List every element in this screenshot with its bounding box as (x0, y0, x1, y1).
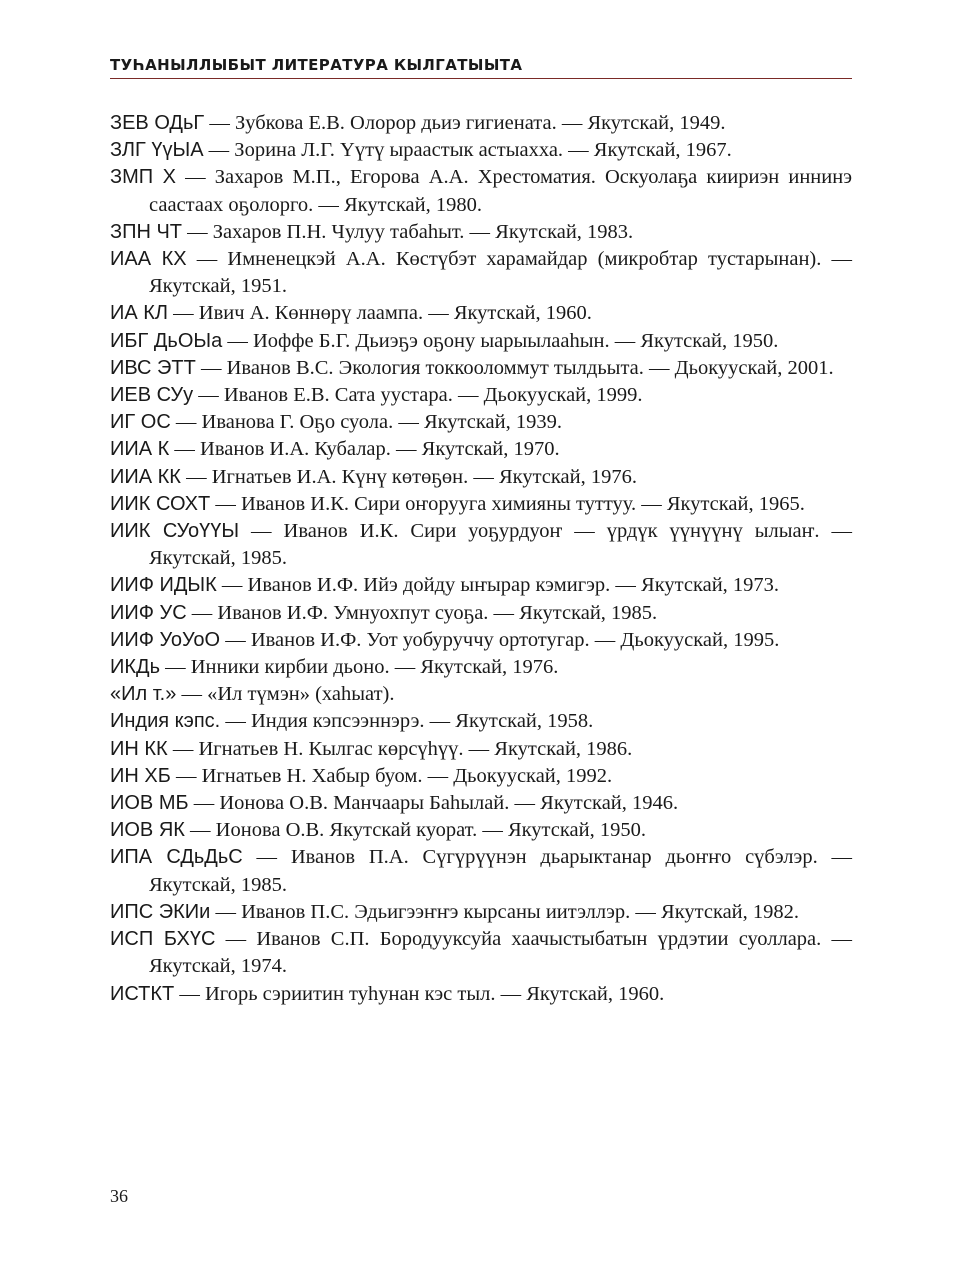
abbreviation-entry (110, 844, 852, 898)
abbreviation-entry (110, 300, 852, 327)
entry-abbreviation: ИГ ОС (110, 411, 171, 434)
entry-description: — Иванов В.С. Экология токкооломмут тылдьыта. — Дьокуускай, 2001. (200, 356, 834, 379)
abbreviation-entry (110, 409, 852, 436)
abbreviation-entry (110, 164, 852, 218)
abbreviation-entry (110, 899, 852, 926)
entry-description: — Игнатьев Н. Хабыр буом. — Дьокуускай, 1992. (175, 764, 613, 787)
entry-description: — Захаров П.Н. Чулуу табаһыт. — Якутскай, 1983. (187, 220, 634, 243)
abbreviation-entry (110, 355, 852, 382)
abbreviation-entry (110, 246, 852, 300)
entry-description: — Иванов П.С. Эдьигээҥҥэ кырсаны иитэллэр. — Якутскай, 1982. (215, 900, 800, 923)
entry-abbreviation: ИСП БХҮС (110, 928, 216, 951)
entry-description: — Иоффе Б.Г. Дьиэҕэ оҕону ыарыылааһын. — Якутскай, 1950. (227, 329, 779, 352)
abbreviation-entry (110, 219, 852, 246)
entry-abbreviation: ИИФ УС (110, 601, 187, 624)
entry-abbreviation: ИПС ЭКИи (110, 900, 211, 923)
entry-description: — Иванов С.П. Бородууксуйа хаачыстыбатын үрдэтии суоллара. — Якутскай, 1974. (149, 928, 852, 978)
entry-abbreviation: ИАА КХ (110, 248, 187, 271)
entry-description: — Зубкова Е.В. Олорор дьиэ гигиената. — Якутскай, 1949. (209, 112, 726, 134)
entry-abbreviation: ИВС ЭТТ (110, 356, 196, 379)
entry-abbreviation: ИИА К (110, 438, 170, 461)
entry-abbreviation: «Ил т.» (110, 683, 177, 706)
entry-abbreviation: ИА КЛ (110, 302, 169, 325)
entry-description: — Иванов И.К. Сири уоҕурдуоҥ — үрдүк үүнүүнү ылыаҥ. — Якутскай, 1985. (149, 520, 852, 570)
entry-abbreviation: ИИФ УоУоО (110, 628, 221, 651)
entry-description: — Инники кирбии дьоно. — Якутскай, 1976. (165, 656, 559, 679)
entry-description: — Игнатьев И.А. Күнү көтөҕөн. — Якутскай, 1976. (186, 465, 637, 488)
running-header (110, 56, 852, 79)
entry-description: — Иванов И.Ф. Ийэ дойду ыҥырар кэмигэр. — Якутскай, 1973. (221, 574, 780, 597)
entry-abbreviation: ИОВ ЯК (110, 819, 185, 842)
entry-description: — «Ил түмэн» (хаһыат). (181, 683, 395, 706)
entry-description: — Ионова О.В. Якутскай куорат. — Якутскай, 1950. (190, 819, 646, 842)
abbreviation-entry (110, 763, 852, 790)
entry-abbreviation: ИИК СОХТ (110, 492, 211, 515)
entry-description: — Иванов Е.В. Сата уустара. — Дьокуускай, 1999. (198, 384, 643, 407)
entry-abbreviation: ЗЕВ ОДьГ (110, 112, 205, 134)
entry-description: — Иванов И.А. Кубалар. — Якутскай, 1970. (174, 438, 560, 461)
entry-abbreviation: ЗПН ЧТ (110, 220, 183, 243)
abbreviation-entry (110, 736, 852, 763)
abbreviation-entry (110, 981, 852, 1008)
abbreviation-entry (110, 436, 852, 463)
entry-abbreviation: ИИА КК (110, 465, 181, 488)
header-title: ТУҺАНЫЛЛЫБЫТ ЛИТЕРАТУРА КЫЛГАТЫЫТА (110, 56, 523, 74)
entry-description: — Индия кэпсээннэрэ. — Якутскай, 1958. (225, 710, 594, 733)
entry-description: — Игорь сэриитин туһунан кэс тыл. — Якутскай, 1960. (179, 982, 665, 1005)
entry-description: — Зорина Л.Г. Үүтү ыраастык астыахха. — Якутскай, 1967. (208, 139, 732, 162)
abbreviation-entry (110, 328, 852, 355)
entry-description: — Ионова О.В. Манчаары Баһылай. — Якутскай, 1946. (193, 792, 679, 815)
abbreviation-entry (110, 518, 852, 572)
abbreviation-list (110, 110, 852, 1008)
entry-description: — Иванов И.Ф. Уот уобуруччу ортотугар. — Дьокуускай, 1995. (225, 628, 780, 651)
entry-abbreviation: ИИК СУоҮҮЫ (110, 520, 240, 543)
entry-abbreviation: ИКДь (110, 656, 160, 679)
entry-abbreviation: ИН КК (110, 737, 168, 760)
entry-abbreviation: ИПА СДьДьС (110, 846, 243, 869)
entry-abbreviation: ИН ХБ (110, 764, 171, 787)
abbreviation-entry (110, 708, 852, 735)
abbreviation-entry (110, 817, 852, 844)
entry-description: — Иванов И.Ф. Умнуохпут суоҕа. — Якутскай, 1985. (191, 601, 658, 624)
entry-description: — Ивич А. Көннөрү лаампа. — Якутскай, 1960. (173, 302, 592, 325)
abbreviation-entry (110, 790, 852, 817)
entry-description: — Имненецкэй А.А. Көстүбэт харамайдар (микробтар тустарынан). — Якутскай, 1951. (149, 248, 853, 298)
abbreviation-entry (110, 926, 852, 980)
abbreviation-entry (110, 491, 852, 518)
entry-description: — Игнатьев Н. Кылгас көрсүһүү. — Якутскай, 1986. (172, 737, 633, 760)
entry-abbreviation: ИОВ МБ (110, 792, 189, 815)
abbreviation-entry (110, 382, 852, 409)
abbreviation-entry (110, 572, 852, 599)
abbreviation-entry (110, 654, 852, 681)
entry-description: — Иванов И.К. Сири оҥоруугa химияны туттуу. — Якутскай, 1965. (215, 492, 805, 515)
entry-abbreviation: ИСТКТ (110, 982, 175, 1005)
abbreviation-entry (110, 110, 852, 137)
page-number: 36 (110, 1186, 128, 1206)
entry-description: — Иванов П.А. Сүгүрүүнэн дьарыктанар дьоҥҥо сүбэлэр. — Якутскай, 1985. (149, 846, 853, 896)
abbreviation-entry (110, 627, 852, 654)
abbreviation-entry (110, 681, 852, 708)
entry-abbreviation: Индия кэпс. (110, 710, 221, 733)
abbreviation-entry (110, 464, 852, 491)
entry-description: — Иванова Г. Оҕо суола. — Якутскай, 1939. (175, 411, 562, 434)
entry-abbreviation: ИБГ ДьОЫа (110, 329, 223, 352)
entry-abbreviation: ИИФ ИДЫК (110, 574, 217, 597)
entry-abbreviation: ИЕВ СУу (110, 384, 194, 407)
entry-abbreviation: ЗЛГ ҮүЫА (110, 139, 204, 162)
abbreviation-entry (110, 137, 852, 164)
entry-description: — Захаров М.П., Егорова А.А. Хрестоматия. Оскуолаҕа киириэн иннинэ саастаах оҕолорго. — Якутскай, 1980. (149, 166, 853, 216)
abbreviation-entry (110, 600, 852, 627)
entry-abbreviation: ЗМП Х (110, 166, 176, 189)
